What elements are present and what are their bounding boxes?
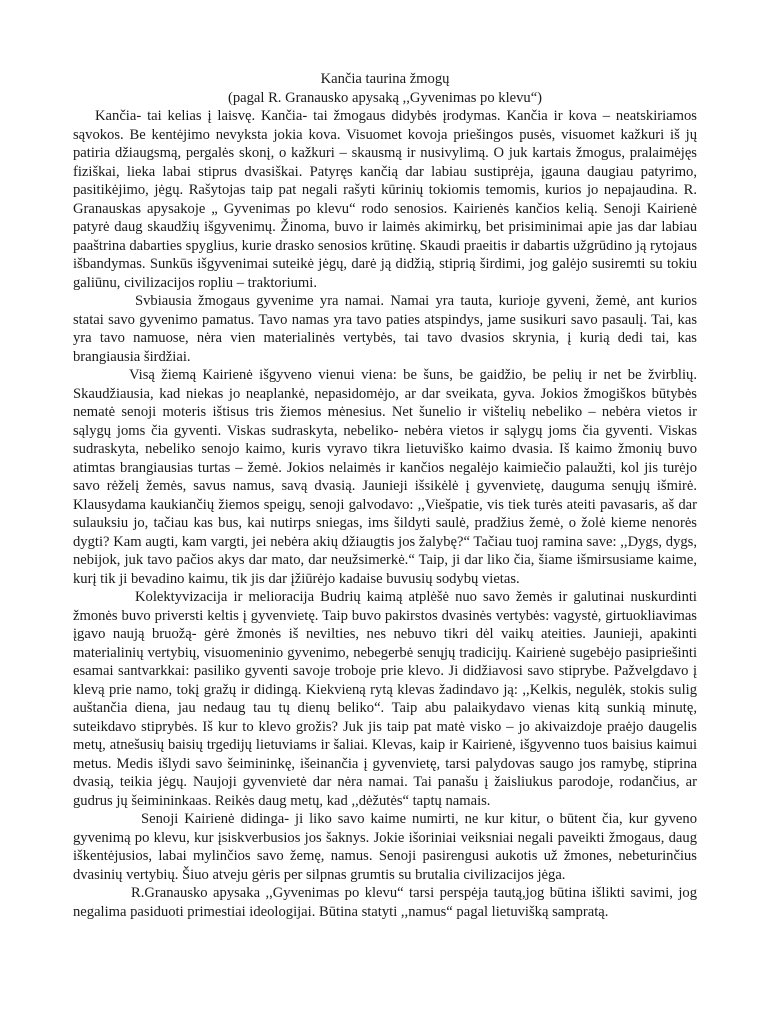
- paragraph-6: R.Granausko apysaka ,,Gyvenimas po klevu“ tarsi perspėja tautą,jog būtina išlikti savimi, jog negalima pasiduoti primestiai ideologijai. Būtina statyti ,,namus“ pagal lietuvišką sampratą.: [73, 885, 697, 920]
- paragraph-1: Kančia- tai kelias į laisvę. Kančia- tai žmogaus didybės įrodymas. Kančia ir kova – neatskiriamos sąvokos. Be kentėjimo nevyksta jokia kova. Visuomet kovoja priešingos pusės, visuomet kažkuri iš jų patiria džiaugsmą, pergalės skonį, o kažkuri – skausmą ir nusivylimą. O juk kartais žmogus, pralaimėjęs fiziškai, lieka labai stiprus dvasiškai. Patyręs kančią dar labiau sustiprėja, įgauna daugiau patyrimo, pasitikėjimo, jėgų. Rašytojas taip pat negali rašyti kūrinių tokiomis temomis, kurios jo nepajaudina. R. Granauskas apysakoje „ Gyvenimas po klevu“ rodo senosios. Kairienės kančios kelią. Senoji Kairienė patyrė daug skaudžių išgyvenimų. Žinoma, buvo ir laimės akimirkų, bet prisiminimai apie jas dar labiau paaštrina dabarties spyglius, kurie drasko senosios krūtinę. Skaudi praeitis ir dabartis užgrūdino ją rytojaus išbandymas. Sunkūs išgyvenimai suteikė jėgų, darė ją didžią, stiprią širdimi, jog galėjo susiremti su tokiu galiūnu, civilizacijos ropliu – traktoriumi.: [73, 108, 697, 291]
- document-page: [73, 68, 697, 921]
- document-title: Kančia taurina žmogų: [320, 71, 450, 87]
- paragraph-2: Svbiausia žmogaus gyvenime yra namai. Namai yra tauta, kurioje gyveni, žemė, ant kurios statai savo gyvenimo pamatus. Tavo namas yra tavo paties atspindys, jame susikuri savo pasaulį. Tai, kas yra tavo namuose, nėra vien materialinės vertybės, tai tavo dvasios skrynia, į kurią dedi tai, kas brangiausia širdžiai.: [73, 293, 697, 365]
- document-subtitle: (pagal R. Granausko apysaką ,,Gyvenimas po klevu“): [227, 89, 543, 106]
- paragraph-5: Senoji Kairienė didinga- ji liko savo kaime numirti, ne kur kitur, o būtent čia, kur gyveno gyvenimą po klevu, kur įsiskverbusios jos šaknys. Jokie išoriniai veiksniai negali paveikti žmogaus, daug iškentėjusios, labai mylinčios savo žemę, namus. Senoji pasirengusi aukotis už žmones, nebeturinčius dvasinių vertybių. Šiuo atveju gėris per silpnas grumtis su brutalia civilizacijos jėga.: [73, 811, 697, 883]
- paragraph-4: Kolektyvizacija ir melioracija Budrių kaimą atplėšė nuo savo žemės ir galutinai nuskurdinti žmonės buvo priversti keltis į gyvenvietę. Taip buvo pakirstos dvasinės vertybės: vagystė, girtuokliavimas įgavo naują bruožą- gėrė žmonės iš nevilties, nes nebuvo tikri dėl vaikų ateities. Jaunieji, apakinti materialinių vertybių, visuomeninio gyvenimo, nebegerbė senųjų tradicijų. Kairienė sugebėjo pasipriešinti esamai santvarkkai: pasiliko gyventi savoje troboje prie klevo. Ji didžiavosi savo stiprybe. Pažvelgdavo į klevą prie namo, tokį gražų ir didingą. Kiekvieną rytą klevas žadindavo ją: ,,Kelkis, negulėk, stokis sulig auštančia diena, jau nedaug tau tų dienų beliko“. Taip abu palaikydavo vienas kitą sunkią minutę, suteikdavo stiprybės. Iš kur to klevo grožis? Juk jis taip pat matė visko – jo akivaizdoje praėjo daugelis metų, atnešusių baisių trgedijų lietuviams ir šaliai. Klevas, kaip ir Kairienė, išgyvenno tuos baisius kaimui metus. Medis išlydi savo šeimininkę, išeinančia į gyvenvietę, tarsi palydovas saugo jos ramybę, stiprina dvasią, teikia jėgų. Naujoji gyvenvietė dar nėra namai. Tai panašu į žaisliukus parodoje, rodančius, ar gudrus jų šeimininkaas. Reikės daug metų, kad ,,dėžutės“ taptų namais.: [73, 589, 697, 809]
- paragraph-3: Visą žiemą Kairienė išgyveno vienui viena: be šuns, be gaidžio, be pelių ir net be žvirblių. Skaudžiausia, kad niekas jo neaplankė, nepasidomėjo, ar dar sveikata, gyva. Jokios žmogiškos būtybės nematė senoji moteris ištisus tris žiemos mėnesius. Net šunelio ir vištelių nebeliko – nebėra vietos ir sąlygų joms čia gyventi. Viskas sudraskyta, nebeliko- nebėra vietos ir sąlygų joms čia gyventi. Viskas sudraskyta, nebeliko senojo kaimo, kuris vyravo tikra lietuviško kaimo dvasia. Iš kaimo žmonių buvo atimtas brangiausias turtas – žemė. Jokios nelaimės ir kančios negalėjo kaimiečio palaužti, kol jis turėjo savo rėželį žemės, savus namus, savą dvasią. Jaunieji išsikėlė į gyvenvietę, dauguma senųjų išmirė. Klausydama kaukiančių žiemos speigų, senoji galvodavo: ,,Viešpatie, vis tiek turės ateiti pavasaris, aš dar sulauksiu jo, tačiau kas bus, kai nutirps sniegas, ims šildyti saulė, pradžius žemė, o žolė kieme nenorės dygti? Kam augti, kam vargti, jei nebėra akių džiaugtis jos žalybę?“ Tačiau tuoj ramina save: ,,Dygs, dygs, nebijok, juk tavo pačios akys dar mato, dar neužsimerkė.“ Taip, ji dar liko čia, šiame išmirsusiame kaime, kurį tik ji bevadino kaimu, tik jis dar įžiūrėjo kadaise buvusių sodybų vietas.: [73, 367, 697, 587]
